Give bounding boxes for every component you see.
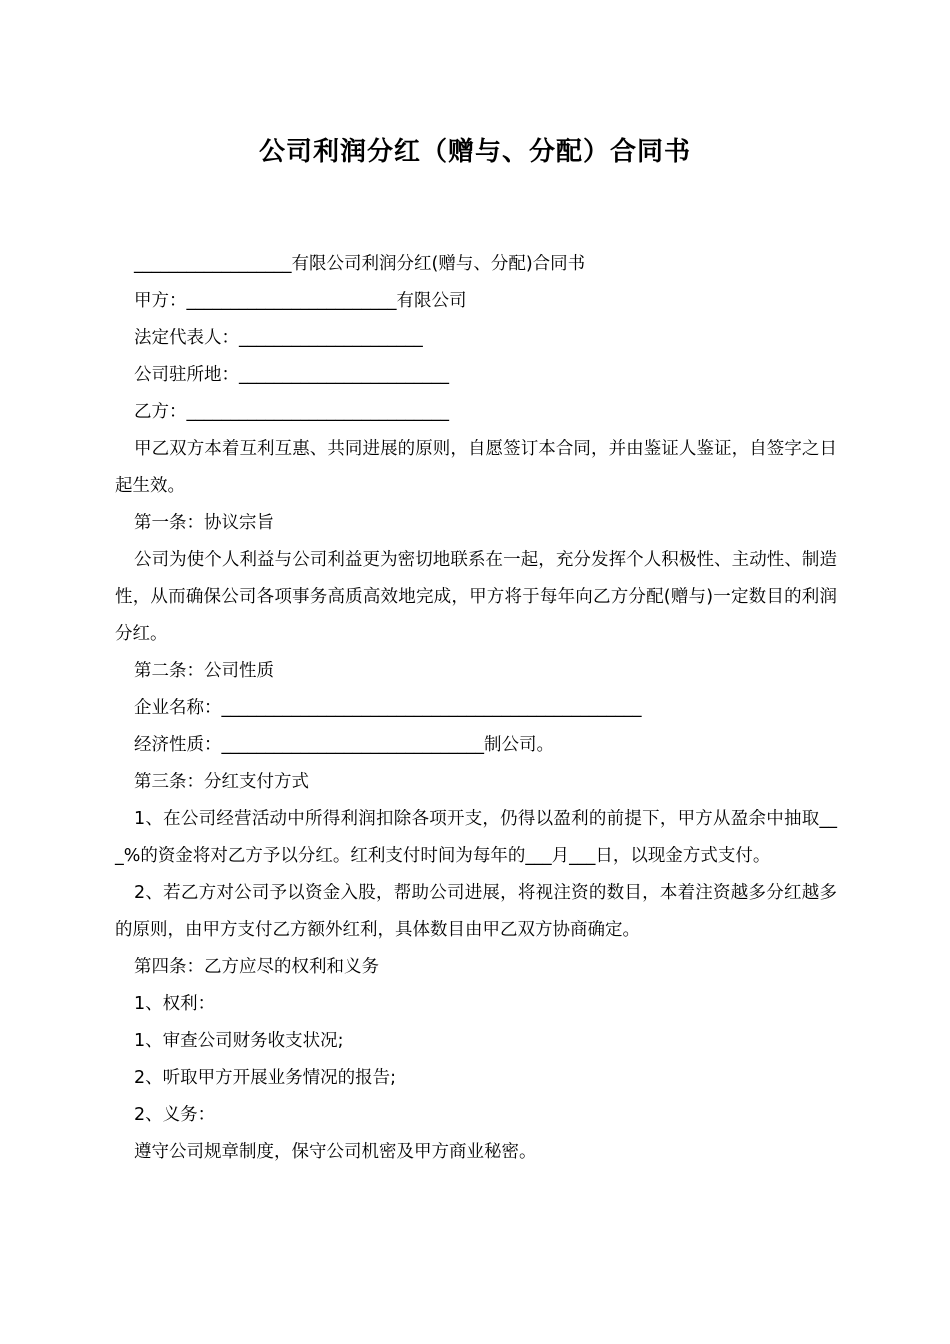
- party-a-line: 甲方：________________________有限公司: [134, 291, 467, 311]
- company-address-line: 公司驻所地：________________________: [134, 365, 449, 385]
- preamble-paragraph: 甲乙双方本着互利互惠、共同进展的原则，自愿签订本合同，并由鉴证人鉴证，自签字之日起生效。: [115, 439, 837, 496]
- company-name-line: 企业名称：________________________________________________: [134, 698, 642, 718]
- legal-representative-line: 法定代表人：_____________________: [134, 328, 423, 348]
- article-3-clause-1: 1、在公司经营活动中所得利润扣除各项开支，仍得以盈利的前提下，甲方从盈余中抽取___%的资金将对乙方予以分红。红利支付时间为每年的___月___日，以现金方式支付。: [115, 809, 837, 866]
- rights-item-2: 2、听取甲方开展业务情况的报告;: [134, 1068, 397, 1088]
- rights-item-1: 1、审查公司财务收支状况;: [134, 1031, 344, 1051]
- party-b-line: 乙方：______________________________: [134, 402, 449, 422]
- article-1-paragraph: 公司为使个人利益与公司利益更为密切地联系在一起，充分发挥个人积极性、主动性、制造性，从而确保公司各项事务高质高效地完成，甲方将于每年向乙方分配(赠与)一定数目的利润分红。: [115, 550, 837, 644]
- contract-heading-line: __________________有限公司利润分红(赠与、分配)合同书: [134, 254, 586, 274]
- article-3-clause-2: 2、若乙方对公司予以资金入股，帮助公司进展，将视注资的数目，本着注资越多分红越多的原则，由甲方支付乙方额外红利，具体数目由甲乙双方协商确定。: [115, 883, 837, 940]
- obligations-heading: 2、义务：: [134, 1105, 216, 1125]
- article-2-heading: 第二条：公司性质: [134, 661, 274, 681]
- rights-heading: 1、权利：: [134, 994, 216, 1014]
- economic-nature-line: 经济性质：______________________________制公司。: [134, 735, 554, 755]
- article-4-heading: 第四条：乙方应尽的权利和义务: [134, 957, 379, 977]
- document-title: 公司利润分红（赠与、分配）合同书: [258, 137, 691, 167]
- document-body: [115, 246, 837, 1171]
- article-3-heading: 第三条：分红支付方式: [134, 772, 309, 792]
- obligations-item: 遵守公司规章制度，保守公司机密及甲方商业秘密。: [134, 1142, 537, 1162]
- article-1-heading: 第一条：协议宗旨: [134, 513, 274, 533]
